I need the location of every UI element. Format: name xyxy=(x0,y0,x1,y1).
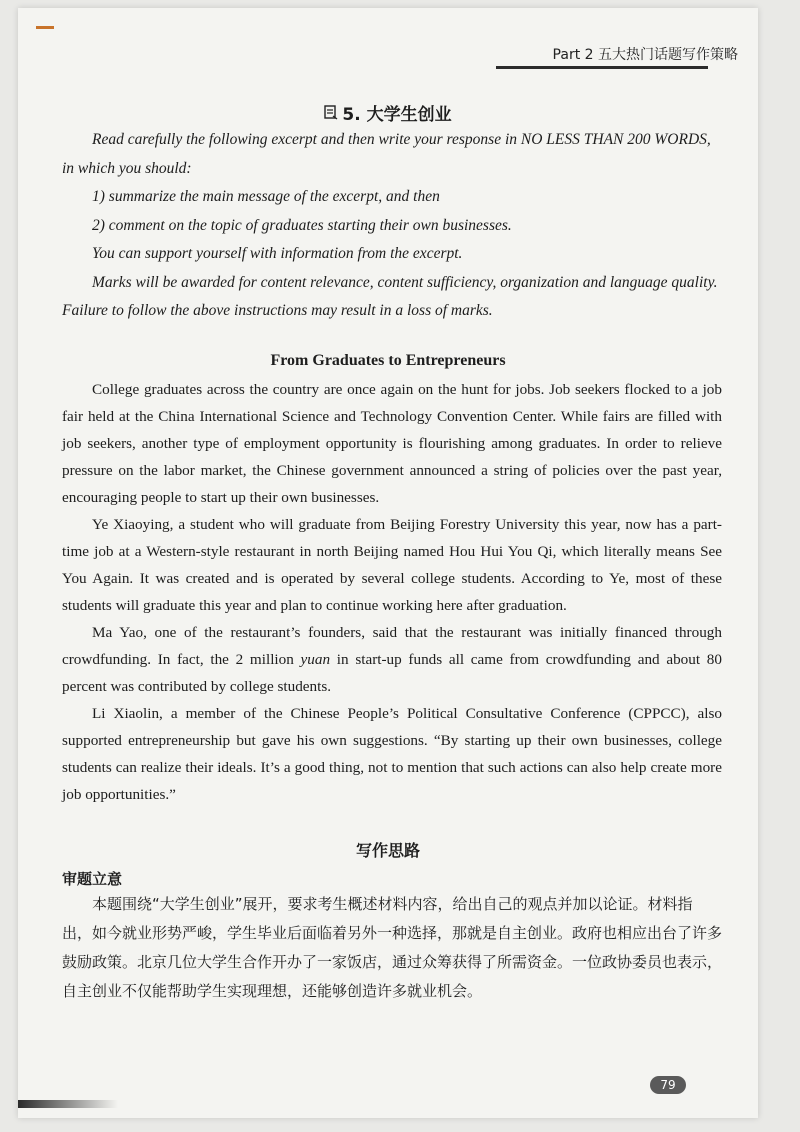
analysis-body xyxy=(62,890,722,1006)
analysis-heading: 写作思路 xyxy=(355,841,420,860)
prompt-intro: Read carefully the following excerpt and then write your response in NO LESS THAN 200 WORDS, in which you should: xyxy=(62,131,711,177)
p3-after: in start-up funds all came from crowdfunding and about 80 percent was contributed by college students. xyxy=(62,651,722,695)
page-edge-shadow xyxy=(18,1100,118,1108)
section-title-text: 5. 大学生创业 xyxy=(342,105,452,125)
p3-italic: yuan xyxy=(300,651,331,668)
running-head: Part 2 五大热门话题写作策略 xyxy=(552,47,738,63)
article-paragraph-3 xyxy=(62,619,722,700)
writing-prompt xyxy=(62,126,722,326)
prompt-point-2: 2) comment on the topic of graduates starting their own businesses. xyxy=(92,216,512,234)
page-number: 79 xyxy=(650,1076,686,1094)
corner-mark xyxy=(36,26,54,29)
analysis-subheading: 审题立意 xyxy=(62,870,123,888)
analysis-paragraph: 本题围绕“大学生创业”展开，要求考生概述材料内容，给出自己的观点并加以论证。材料指出，如今就业形势严峻，学生毕业后面临着另外一种选择，那就是自主创业。政府也相应出台了许多鼓励政策。北京几位大学生合作开办了一家饭店，通过众筹获得了所需资金。一位政协委员也表示，自主创业不仅能帮助学生实现理想，还能够创造许多就业机会。 xyxy=(62,895,723,1000)
article-body xyxy=(62,376,722,808)
prompt-support: You can support yourself with information from the excerpt. xyxy=(92,245,463,262)
prompt-marks: Marks will be awarded for content relevance, content sufficiency, organization and language quality. Failure to follow the above instructions may result in a loss of marks. xyxy=(62,273,718,319)
header-rule xyxy=(496,66,708,69)
article-paragraph-2: Ye Xiaoying, a student who will graduate from Beijing Forestry University this year, now has a part-time job at a Western-style restaurant in north Beijing named Hou Hui You Qi, which literally means See You Again. It was created and is operated by several college students. According to Ye, most of these students will graduate this year and plan to continue working here after graduation. xyxy=(62,516,722,614)
article-paragraph-4: Li Xiaolin, a member of the Chinese People’s Political Consultative Conference (CPPCC), also supported entrepreneurship but gave his own suggestions. “By starting up their own businesses, college students can realize their ideals. It’s a good thing, not to mention that such actions can also help create more job opportunities.” xyxy=(62,705,722,803)
book-page xyxy=(18,8,758,1118)
article-paragraph-1: College graduates across the country are once again on the hunt for jobs. Job seekers flocked to a job fair held at the China International Science and Technology Convention Center. While fairs are filled with job seekers, another type of employment opportunity is flourishing among graduates. In order to relieve pressure on the labor market, the Chinese government announced a string of policies over the past year, encouraging people to start up their own businesses. xyxy=(62,381,722,506)
prompt-point-1: 1) summarize the main message of the excerpt, and then xyxy=(92,188,440,205)
article-title: From Graduates to Entrepreneurs xyxy=(270,352,506,369)
book-icon xyxy=(324,105,338,125)
p3-before: Ma Yao, one of the restaurant’s founders, said that the restaurant was initially financed through crowdfunding. In fact, the 2 million xyxy=(62,624,722,668)
section-title xyxy=(18,100,758,125)
